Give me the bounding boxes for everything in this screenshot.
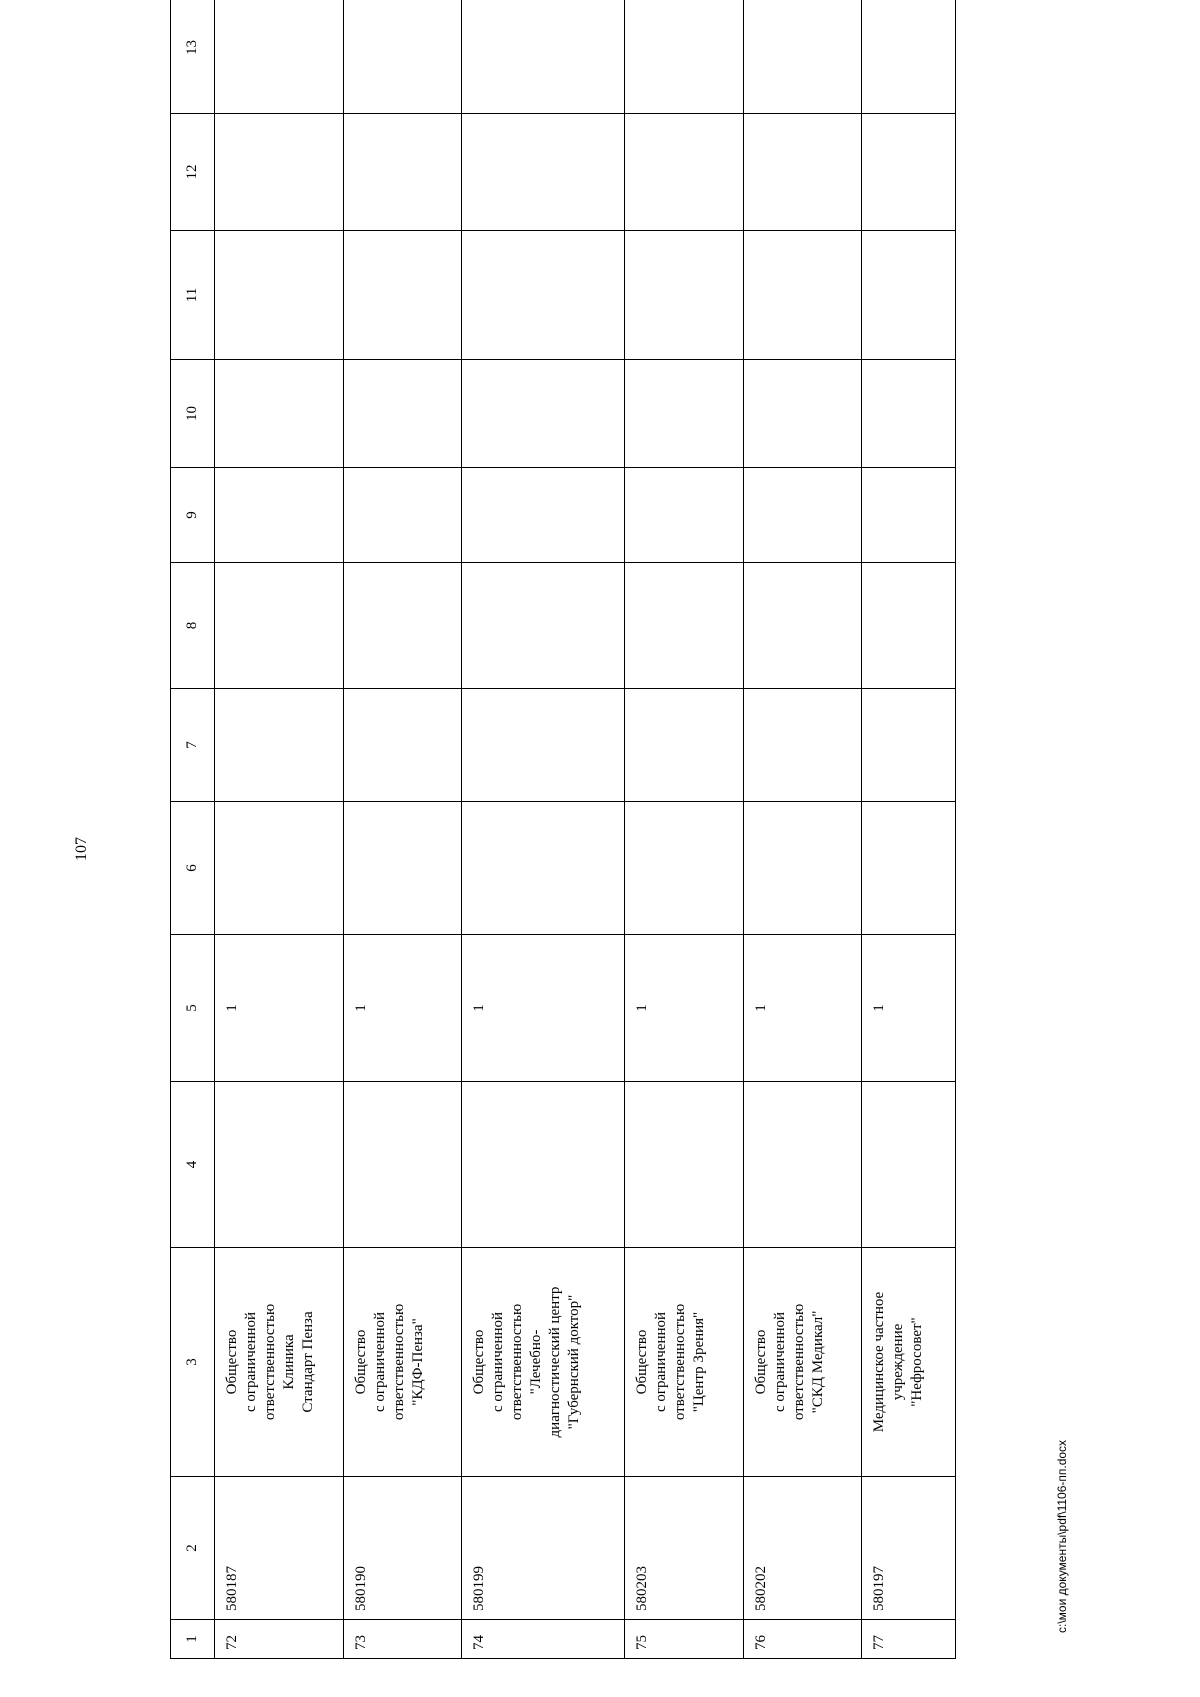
- empty-cell: [461, 231, 624, 360]
- empty-cell: [743, 0, 861, 114]
- empty-cell: [214, 802, 343, 935]
- organization-name-line: ответственностью: [508, 1303, 525, 1421]
- registry-code: 580202: [743, 1477, 861, 1620]
- organization-name-line: с ограниченной: [242, 1311, 259, 1413]
- organization-name-line: "КДФ-Пенза": [409, 1318, 426, 1406]
- empty-cell: [862, 468, 956, 563]
- organization-name-line: ответственностью: [390, 1303, 407, 1421]
- organization-name-line: с ограниченной: [371, 1311, 388, 1413]
- empty-cell: [625, 231, 743, 360]
- empty-cell: [743, 689, 861, 802]
- organization-name-line: Общество: [352, 1329, 369, 1395]
- table-header-row: [171, 0, 215, 1659]
- organization-name-line: с ограниченной: [489, 1311, 506, 1413]
- row-number: 72: [214, 1620, 343, 1659]
- column-header-5: 5: [171, 935, 215, 1082]
- organization-name: [214, 1248, 343, 1477]
- organization-name-line: ответственностью: [261, 1303, 278, 1421]
- registry-code: 580197: [862, 1477, 956, 1620]
- column-header-12: 12: [171, 114, 215, 231]
- quantity-value: 1: [625, 935, 743, 1082]
- empty-cell: [343, 802, 461, 935]
- empty-cell: [214, 689, 343, 802]
- empty-cell: [625, 468, 743, 563]
- empty-cell: [343, 360, 461, 468]
- organization-name-line: Клиника: [280, 1334, 297, 1390]
- organization-name-line: Общество: [470, 1329, 487, 1395]
- quantity-value: 1: [743, 935, 861, 1082]
- empty-cell: [343, 1082, 461, 1248]
- organization-name-line: Общество: [752, 1329, 769, 1395]
- empty-cell: [343, 468, 461, 563]
- column-header-2: 2: [171, 1477, 215, 1620]
- empty-cell: [625, 1082, 743, 1248]
- empty-cell: [743, 468, 861, 563]
- table-row: [862, 0, 956, 1659]
- organization-name-line: "Лечебно-: [527, 1329, 544, 1395]
- organization-name: [743, 1248, 861, 1477]
- organization-name-line: ответственностью: [790, 1303, 807, 1421]
- organization-name-line: Стандарт Пенза: [299, 1311, 316, 1413]
- row-number: 74: [461, 1620, 624, 1659]
- empty-cell: [743, 231, 861, 360]
- empty-cell: [862, 114, 956, 231]
- empty-cell: [625, 360, 743, 468]
- column-header-3: 3: [171, 1248, 215, 1477]
- empty-cell: [625, 802, 743, 935]
- empty-cell: [461, 563, 624, 689]
- empty-cell: [862, 563, 956, 689]
- row-number: 77: [862, 1620, 956, 1659]
- empty-cell: [743, 114, 861, 231]
- column-header-10: 10: [171, 360, 215, 468]
- organization-name-line: "Нефросовет": [909, 1317, 926, 1407]
- quantity-value: 1: [214, 935, 343, 1082]
- table-row: [625, 0, 743, 1659]
- empty-cell: [214, 1082, 343, 1248]
- empty-cell: [214, 0, 343, 114]
- empty-cell: [862, 689, 956, 802]
- file-path-footer: c:\мои документы\pdf\1106-пп.docx: [1055, 1439, 1069, 1633]
- empty-cell: [461, 689, 624, 802]
- table-row: [214, 0, 343, 1659]
- data-table: [170, 0, 956, 1659]
- table-row: [343, 0, 461, 1659]
- empty-cell: [461, 802, 624, 935]
- column-header-7: 7: [171, 689, 215, 802]
- organization-name-line: "Губернский доктор": [565, 1294, 582, 1430]
- table-row: [743, 0, 861, 1659]
- row-number: 76: [743, 1620, 861, 1659]
- empty-cell: [214, 360, 343, 468]
- empty-cell: [343, 0, 461, 114]
- empty-cell: [743, 802, 861, 935]
- empty-cell: [343, 231, 461, 360]
- organization-name-line: Медицинское частное: [871, 1291, 888, 1433]
- column-header-4: 4: [171, 1082, 215, 1248]
- row-number: 73: [343, 1620, 461, 1659]
- empty-cell: [461, 468, 624, 563]
- empty-cell: [625, 0, 743, 114]
- organization-name-line: с ограниченной: [771, 1311, 788, 1413]
- organization-name-line: с ограниченной: [653, 1311, 670, 1413]
- registry-code: 580199: [461, 1477, 624, 1620]
- empty-cell: [743, 360, 861, 468]
- empty-cell: [625, 689, 743, 802]
- column-header-6: 6: [171, 802, 215, 935]
- organization-name: [343, 1248, 461, 1477]
- organization-name-line: Общество: [223, 1329, 240, 1395]
- empty-cell: [343, 114, 461, 231]
- page-number: 107: [73, 837, 90, 861]
- organization-name: [862, 1248, 956, 1477]
- registry-code: 580190: [343, 1477, 461, 1620]
- empty-cell: [343, 563, 461, 689]
- column-header-9: 9: [171, 468, 215, 563]
- empty-cell: [214, 231, 343, 360]
- empty-cell: [743, 1082, 861, 1248]
- organization-name: [625, 1248, 743, 1477]
- organization-name-line: диагностический центр: [546, 1286, 563, 1438]
- empty-cell: [862, 802, 956, 935]
- registry-code: 580187: [214, 1477, 343, 1620]
- organization-name-line: "Центр Зрения": [691, 1311, 708, 1413]
- row-number: 75: [625, 1620, 743, 1659]
- empty-cell: [214, 468, 343, 563]
- organization-name-line: Общество: [634, 1329, 651, 1395]
- empty-cell: [862, 0, 956, 114]
- empty-cell: [214, 563, 343, 689]
- empty-cell: [625, 114, 743, 231]
- quantity-value: 1: [343, 935, 461, 1082]
- column-header-13: 13: [171, 0, 215, 114]
- empty-cell: [343, 689, 461, 802]
- empty-cell: [625, 563, 743, 689]
- empty-cell: [461, 0, 624, 114]
- empty-cell: [862, 360, 956, 468]
- empty-cell: [214, 114, 343, 231]
- organization-name: [461, 1248, 624, 1477]
- empty-cell: [461, 1082, 624, 1248]
- empty-cell: [862, 1082, 956, 1248]
- organization-name-line: "СКД Медикал": [809, 1310, 826, 1414]
- organization-name-line: ответственностью: [672, 1303, 689, 1421]
- column-header-11: 11: [171, 231, 215, 360]
- empty-cell: [862, 231, 956, 360]
- empty-cell: [461, 360, 624, 468]
- empty-cell: [743, 563, 861, 689]
- column-header-1: 1: [171, 1620, 215, 1659]
- quantity-value: 1: [461, 935, 624, 1082]
- registry-code: 580203: [625, 1477, 743, 1620]
- organization-name-line: учреждение: [890, 1323, 907, 1401]
- quantity-value: 1: [862, 935, 956, 1082]
- column-header-8: 8: [171, 563, 215, 689]
- empty-cell: [461, 114, 624, 231]
- table-row: [461, 0, 624, 1659]
